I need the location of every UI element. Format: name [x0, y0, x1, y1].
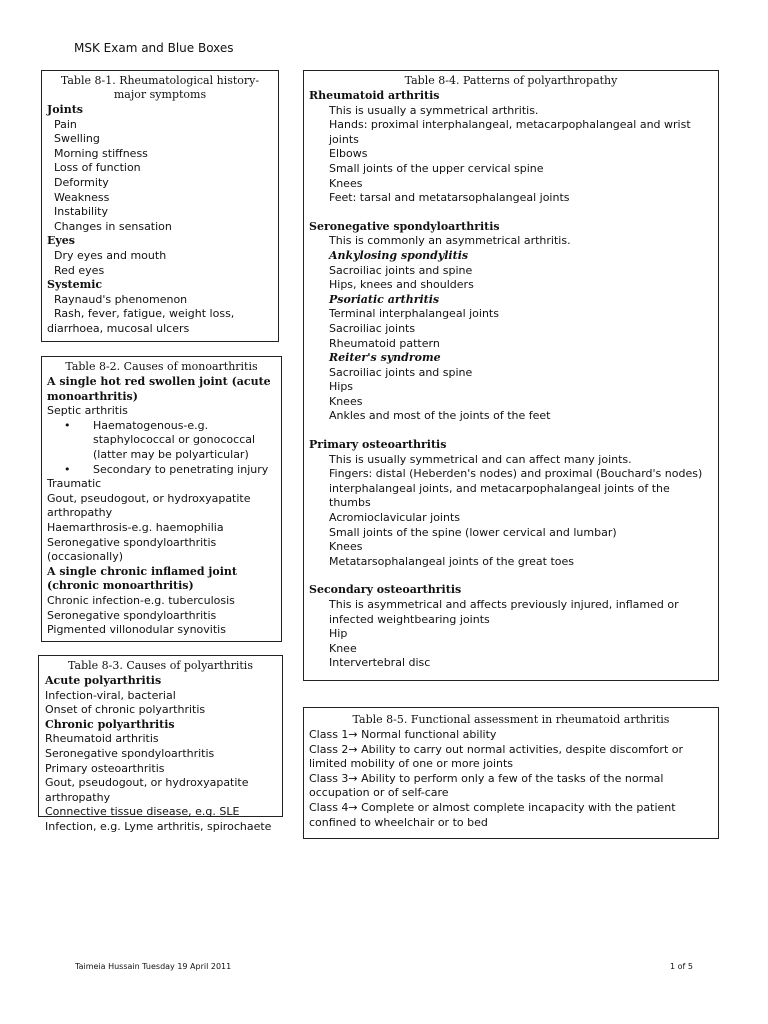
- class-line: Class 4→ Complete or almost complete incapacity with the patient: [309, 800, 676, 814]
- class-line: occupation or of self-care: [309, 786, 449, 800]
- list-item: Dry eyes and mouth: [54, 248, 167, 262]
- list-item: Hip: [329, 627, 348, 641]
- list-item: Sacroiliac joints and spine: [329, 263, 473, 277]
- table-8-1-title: Table 8-1. Rheumatological history- major symptoms: [60, 74, 260, 101]
- list-item: Small joints of the spine (lower cervical and lumbar): [329, 525, 617, 539]
- list-item: This is usually a symmetrical arthritis.: [329, 103, 539, 117]
- bullet-icon: •: [64, 418, 71, 432]
- list-item: Rash, fever, fatigue, weight loss,: [54, 307, 235, 321]
- table-8-4: [303, 70, 719, 681]
- list-item: Hips, knees and shoulders: [329, 278, 474, 292]
- section-heading-joints: Joints: [47, 103, 83, 116]
- footer-page-number: 1 of 5: [670, 962, 693, 971]
- section-heading-rheumatoid-arthritis: Rheumatoid arthritis: [309, 89, 440, 102]
- table-8-1: [41, 70, 279, 342]
- subheading-reiters-syndrome: Reiter's syndrome: [329, 351, 441, 365]
- bullet-item: • Haematogenous-e.g.: [64, 418, 209, 432]
- class-line: Class 2→ Ability to carry out normal activities, despite discomfort or: [309, 742, 684, 756]
- list-item: thumbs: [329, 496, 371, 510]
- table-8-2: [41, 356, 282, 642]
- list-item: Seronegative spondyloarthritis: [47, 535, 217, 549]
- class-line: Class 1→ Normal functional ability: [309, 728, 497, 741]
- list-item: Feet: tarsal and metatarsophalangeal joints: [329, 191, 570, 205]
- page-header: MSK Exam and Blue Boxes: [74, 41, 234, 55]
- table-8-2-title: Table 8-2. Causes of monoarthritis: [65, 360, 258, 373]
- footer-author-date: Taimeia Hussain Tuesday 19 April 2011: [75, 962, 232, 971]
- list-item: arthropathy: [45, 790, 111, 804]
- list-item: Rheumatoid pattern: [329, 336, 440, 350]
- list-item: Traumatic: [47, 477, 102, 491]
- list-item: Seronegative spondyloarthritis: [45, 746, 215, 760]
- list-item: Gout, pseudogout, or hydroxyapatite: [45, 776, 249, 790]
- list-item: Swelling: [54, 132, 100, 146]
- list-item: Hips: [329, 380, 354, 394]
- list-item: Instability: [54, 205, 108, 219]
- list-item: Small joints of the upper cervical spine: [329, 161, 544, 175]
- list-item: Loss of function: [54, 161, 141, 175]
- list-item: Chronic infection-e.g. tuberculosis: [47, 593, 235, 607]
- section-heading-eyes: Eyes: [47, 234, 75, 248]
- list-item: Knee: [329, 641, 357, 655]
- section-heading-seronegative: Seronegative spondyloarthritis: [309, 219, 500, 233]
- list-item: Primary osteoarthritis: [45, 761, 165, 775]
- section-heading-chronic-monoarthritis: A single chronic inflamed joint (chronic monoarthritis): [47, 564, 237, 593]
- list-item: This is commonly an asymmetrical arthritis.: [329, 234, 571, 248]
- class-line: confined to wheelchair or to bed: [309, 815, 488, 829]
- list-item: Knees: [329, 394, 363, 408]
- bullet-icon: •: [64, 462, 71, 476]
- list-item: Deformity: [54, 175, 109, 189]
- list-item: Pigmented villonodular synovitis: [47, 623, 226, 637]
- list-item: Fingers: distal (Heberden's nodes) and proximal (Bouchard's nodes): [329, 467, 703, 481]
- list-item: Knees: [329, 176, 363, 190]
- list-item: Metatarsophalangeal joints of the great toes: [329, 554, 574, 568]
- list-item: Intervertebral disc: [329, 656, 431, 670]
- list-item: Gout, pseudogout, or hydroxyapatite: [47, 491, 251, 505]
- list-item: Terminal interphalangeal joints: [329, 307, 499, 321]
- list-item: Sacroiliac joints and spine: [329, 365, 473, 379]
- bullet-item-cont: (latter may be polyarticular): [93, 447, 249, 461]
- list-item: interphalangeal joints, and metacarpophalangeal joints of the: [329, 481, 670, 495]
- table-8-3-title: Table 8-3. Causes of polyarthritis: [68, 659, 253, 672]
- list-item: Pain: [54, 117, 77, 131]
- list-item: Weakness: [54, 190, 110, 204]
- list-item: Raynaud's phenomenon: [54, 292, 188, 306]
- list-item: Rheumatoid arthritis: [45, 732, 159, 746]
- list-item: Seronegative spondyloarthritis: [47, 608, 217, 622]
- bullet-item: • Secondary to penetrating injury: [64, 462, 269, 476]
- list-item: diarrhoea, mucosal ulcers: [47, 321, 190, 335]
- list-item: Changes in sensation: [54, 219, 172, 233]
- list-item: joints: [329, 132, 359, 146]
- list-item: Sacroiliac joints: [329, 321, 416, 335]
- list-item: Knees: [329, 540, 363, 554]
- section-heading-acute-monoarthritis: A single hot red swollen joint (acute monoarthritis): [47, 375, 271, 403]
- section-heading-acute-polyarthritis: Acute polyarthritis: [45, 674, 162, 687]
- list-item: (occasionally): [47, 550, 124, 564]
- list-item: Red eyes: [54, 263, 105, 277]
- list-item: This is asymmetrical and affects previously injured, inflamed or: [329, 598, 679, 611]
- list-item: Hands: proximal interphalangeal, metacarpophalangeal and wrist: [329, 118, 691, 132]
- list-item: Infection-viral, bacterial: [45, 688, 176, 702]
- list-item: Septic arthritis: [47, 404, 128, 418]
- table-8-4-title: Table 8-4. Patterns of polyarthropathy: [404, 74, 618, 87]
- bullet-item-cont: staphylococcal or gonococcal: [93, 433, 256, 447]
- section-heading-chronic-polyarthritis: Chronic polyarthritis: [45, 717, 175, 731]
- class-line: Class 3→ Ability to perform only a few of the tasks of the normal: [309, 771, 664, 785]
- subheading-psoriatic-arthritis: Psoriatic arthritis: [329, 292, 440, 306]
- list-item: Acromioclavicular joints: [329, 511, 460, 525]
- section-heading-systemic: Systemic: [47, 278, 103, 292]
- list-item: Connective tissue disease, e.g. SLE: [45, 805, 240, 819]
- class-line: limited mobility of one or more joints: [309, 757, 514, 771]
- list-item: Ankles and most of the joints of the feet: [329, 409, 551, 423]
- table-8-5: [303, 707, 719, 839]
- list-item: arthropathy: [47, 506, 113, 520]
- list-item: Haemarthrosis-e.g. haemophilia: [47, 520, 224, 534]
- list-item: Morning stiffness: [54, 146, 148, 160]
- list-item: Elbows: [329, 147, 368, 161]
- section-heading-secondary-osteoarthritis: Secondary osteoarthritis: [309, 583, 462, 597]
- table-8-5-title: Table 8-5. Functional assessment in rheumatoid arthritis: [352, 713, 670, 726]
- list-item: This is usually symmetrical and can affect many joints.: [329, 452, 632, 466]
- section-heading-primary-osteoarthritis: Primary osteoarthritis: [309, 438, 447, 452]
- subheading-ankylosing-spondylitis: Ankylosing spondylitis: [329, 248, 469, 262]
- list-item: Onset of chronic polyarthritis: [45, 703, 206, 717]
- list-item: Infection, e.g. Lyme arthritis, spirochaete: [45, 819, 272, 833]
- table-8-3: [38, 655, 283, 833]
- list-item: infected weightbearing joints: [329, 612, 490, 626]
